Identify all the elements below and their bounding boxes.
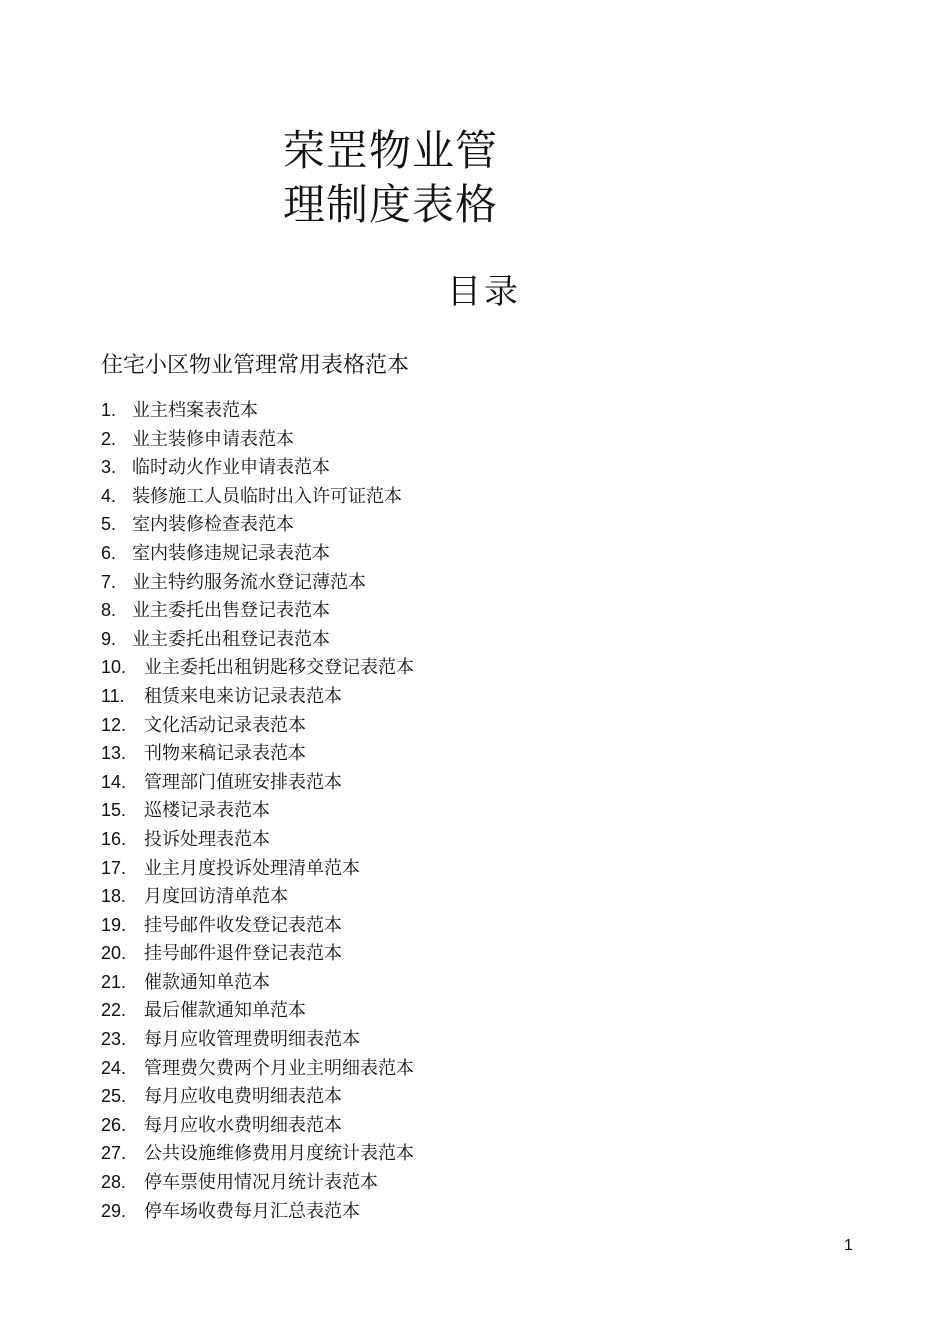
toc-item bbox=[101, 854, 414, 883]
toc-item-text: 每月应收电费明细表范本 bbox=[144, 1086, 342, 1108]
toc-item-number: 6. bbox=[101, 542, 117, 563]
toc-item-number: 16. bbox=[101, 828, 127, 849]
toc-item-number: 5. bbox=[101, 514, 117, 535]
toc-item-number: 13. bbox=[101, 743, 127, 764]
toc-item-text: 装修施工人员临时出入许可证范本 bbox=[132, 485, 402, 507]
toc-item-number: 8. bbox=[101, 600, 117, 621]
toc-item bbox=[101, 796, 414, 825]
toc-item-text: 公共设施维修费用月度统计表范本 bbox=[144, 1143, 414, 1165]
toc-item bbox=[101, 453, 414, 482]
toc-item-number: 1. bbox=[101, 400, 117, 420]
toc-item bbox=[101, 482, 414, 511]
toc-item-number: 24. bbox=[101, 1057, 127, 1078]
toc-item-number: 26. bbox=[101, 1114, 127, 1135]
toc-item-text: 每月应收管理费明细表范本 bbox=[144, 1029, 360, 1051]
toc-item bbox=[101, 568, 414, 597]
section-heading: 住宅小区物业管理常用表格范本 bbox=[101, 353, 410, 378]
toc-item-number: 9. bbox=[101, 628, 117, 649]
document-title-line-2: 理制度表格 bbox=[283, 180, 499, 229]
toc-item bbox=[101, 996, 414, 1025]
toc-item-text: 业主档案表范本 bbox=[132, 400, 258, 421]
table-of-contents-list bbox=[101, 396, 414, 1225]
toc-item bbox=[101, 1111, 414, 1140]
toc-item bbox=[101, 425, 414, 454]
toc-item-text: 业主委托出租登记表范本 bbox=[132, 628, 330, 650]
toc-item-text: 业主装修申请表范本 bbox=[132, 428, 294, 450]
toc-item bbox=[101, 711, 414, 740]
toc-item bbox=[101, 625, 414, 654]
toc-item-number: 4. bbox=[101, 485, 117, 506]
toc-item-number: 19. bbox=[101, 914, 127, 935]
toc-item-text: 挂号邮件退件登记表范本 bbox=[144, 943, 342, 965]
page-number: 1 bbox=[844, 1237, 853, 1254]
toc-item-text: 临时动火作业申请表范本 bbox=[132, 457, 330, 479]
toc-item bbox=[101, 1139, 414, 1168]
toc-item-text: 业主委托出租钥匙移交登记表范本 bbox=[144, 657, 414, 679]
toc-item bbox=[101, 596, 414, 625]
toc-item-text: 室内装修检查表范本 bbox=[132, 514, 294, 536]
toc-item bbox=[101, 968, 414, 997]
toc-item bbox=[101, 825, 414, 854]
toc-item bbox=[101, 1168, 414, 1197]
document-title-line-1: 荣罡物业管 bbox=[283, 126, 499, 175]
toc-item-number: 28. bbox=[101, 1172, 127, 1193]
document-title bbox=[283, 124, 498, 232]
toc-item-text: 业主委托出售登记表范本 bbox=[132, 600, 330, 622]
toc-item-text: 催款通知单范本 bbox=[144, 971, 270, 993]
table-of-contents-heading: 目录 bbox=[447, 272, 521, 312]
toc-item-text: 巡楼记录表范本 bbox=[144, 800, 270, 822]
toc-item-text: 月度回访清单范本 bbox=[144, 886, 288, 908]
toc-item-text: 管理费欠费两个月业主明细表范本 bbox=[144, 1057, 414, 1079]
toc-item-number: 20. bbox=[101, 943, 127, 964]
toc-item-number: 17. bbox=[101, 857, 127, 878]
toc-item-text: 停车场收费每月汇总表范本 bbox=[144, 1200, 360, 1222]
toc-item-number: 10. bbox=[101, 657, 127, 678]
toc-item-text: 停车票使用情况月统计表范本 bbox=[144, 1172, 378, 1194]
toc-item bbox=[101, 911, 414, 940]
toc-item bbox=[101, 539, 414, 568]
toc-item-number: 21. bbox=[101, 971, 127, 992]
toc-item-text: 刊物来稿记录表范本 bbox=[144, 743, 306, 765]
toc-item-number: 7. bbox=[101, 571, 117, 592]
toc-item-number: 2. bbox=[101, 428, 117, 449]
toc-item bbox=[101, 396, 414, 425]
toc-item-text: 租赁来电来访记录表范本 bbox=[144, 685, 342, 707]
toc-item-number: 27. bbox=[101, 1143, 127, 1164]
toc-item-number: 25. bbox=[101, 1086, 127, 1107]
toc-item bbox=[101, 1197, 414, 1226]
toc-item-text: 投诉处理表范本 bbox=[144, 828, 270, 850]
toc-item-text: 最后催款通知单范本 bbox=[144, 1000, 306, 1022]
toc-item-number: 18. bbox=[101, 886, 127, 907]
toc-item-text: 业主月度投诉处理清单范本 bbox=[144, 857, 360, 879]
toc-item-number: 11. bbox=[101, 685, 125, 706]
toc-item-number: 15. bbox=[101, 800, 127, 821]
toc-item-number: 22. bbox=[101, 1000, 127, 1021]
toc-item-number: 29. bbox=[101, 1200, 127, 1221]
toc-item bbox=[101, 739, 414, 768]
toc-item bbox=[101, 1082, 414, 1111]
toc-item-text: 每月应收水费明细表范本 bbox=[144, 1114, 342, 1136]
toc-item bbox=[101, 510, 414, 539]
toc-item bbox=[101, 939, 414, 968]
toc-item-text: 文化活动记录表范本 bbox=[144, 714, 306, 736]
toc-item-number: 23. bbox=[101, 1029, 127, 1050]
toc-item-text: 室内装修违规记录表范本 bbox=[132, 542, 330, 564]
toc-item-text: 挂号邮件收发登记表范本 bbox=[144, 914, 342, 936]
toc-item bbox=[101, 768, 414, 797]
toc-item-number: 3. bbox=[101, 457, 117, 478]
toc-item bbox=[101, 653, 414, 682]
toc-item bbox=[101, 1054, 414, 1083]
toc-item-text: 业主特约服务流水登记薄范本 bbox=[132, 571, 366, 593]
toc-item-number: 12. bbox=[101, 714, 127, 735]
toc-item bbox=[101, 1025, 414, 1054]
toc-item-text: 管理部门值班安排表范本 bbox=[144, 771, 342, 793]
toc-item-number: 14. bbox=[101, 771, 127, 792]
toc-item bbox=[101, 882, 414, 911]
toc-item bbox=[101, 682, 414, 711]
